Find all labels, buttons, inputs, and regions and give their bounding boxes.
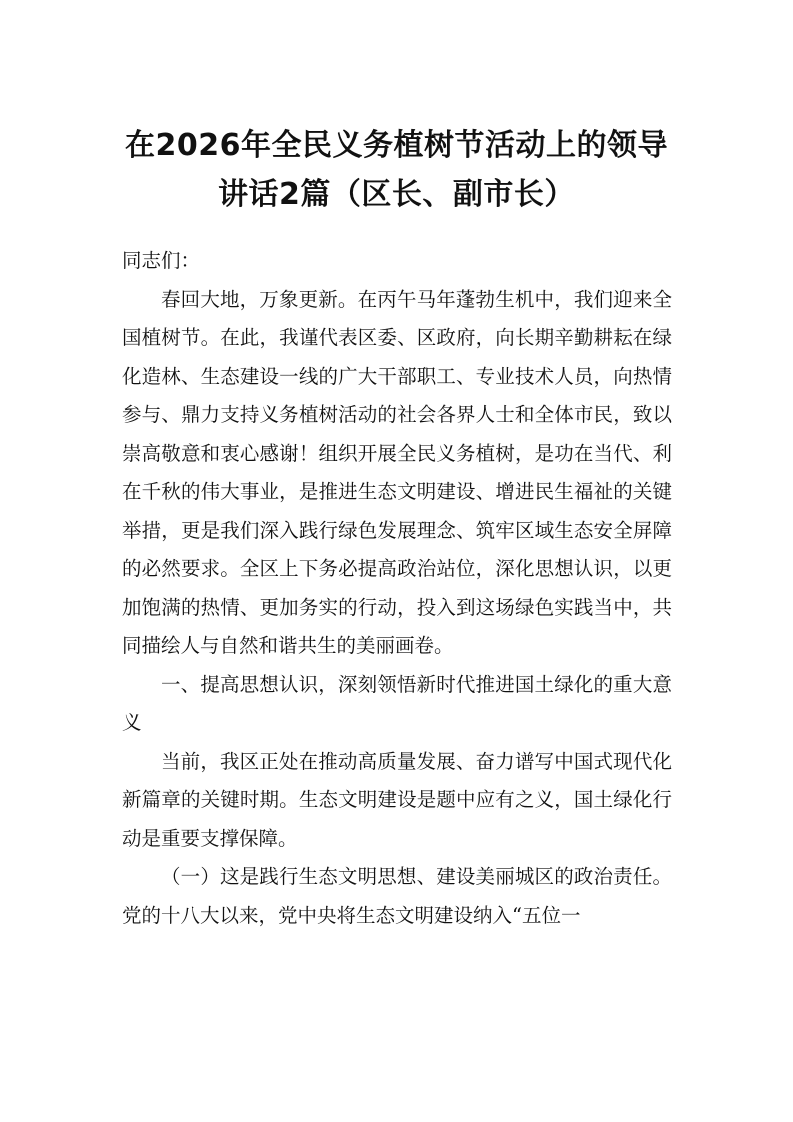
subsection-1: （一）这是践行生态文明思想、建设美丽城区的政治责任。 党的十八大以来，党中央将生态文明建设纳入“五位一: [122, 865, 672, 927]
document-title: 在2026年全民义务植树节活动上的领导讲话2篇（区长、副市长）: [125, 128, 668, 212]
section-heading-1: 一、提高思想认识，深刻领悟新时代推进国土绿化的重大意义: [122, 672, 672, 734]
paragraph-opening: 春回大地，万象更新。在丙午马年蓬勃生机中，我们迎来全国植树节。在此，我谨代表区委、区政府，向长期辛勤耕耘在绿化造林、生态建设一线的广大干部职工、专业技术人员，向热情参与、鼎力支持义务植树活动的社会各界人士和全体市民，致以崇高敬意和衷心感谢！组织开展全民义务植树，是功在当代、利在千秋的伟大事业，是推进生态文明建设、增进民生福祉的关键举措，更是我们深入践行绿色发展理念、筑牢区域生态安全屏障的必然要求。全区上下务必提高政治站位，深化思想认识，以更加饱满的热情、更加务实的行动，投入到这场绿色实践当中，共同描绘人与自然和谐共生的美丽画卷。: [122, 287, 672, 657]
paragraph-context: 当前，我区正处在推动高质量发展、奋力谱写中国式现代化新篇章的关键时期。生态文明建设是题中应有之义，国土绿化行动是重要支撑保障。: [122, 749, 672, 850]
salutation: 同志们：: [122, 249, 201, 272]
document-body: [122, 242, 672, 935]
